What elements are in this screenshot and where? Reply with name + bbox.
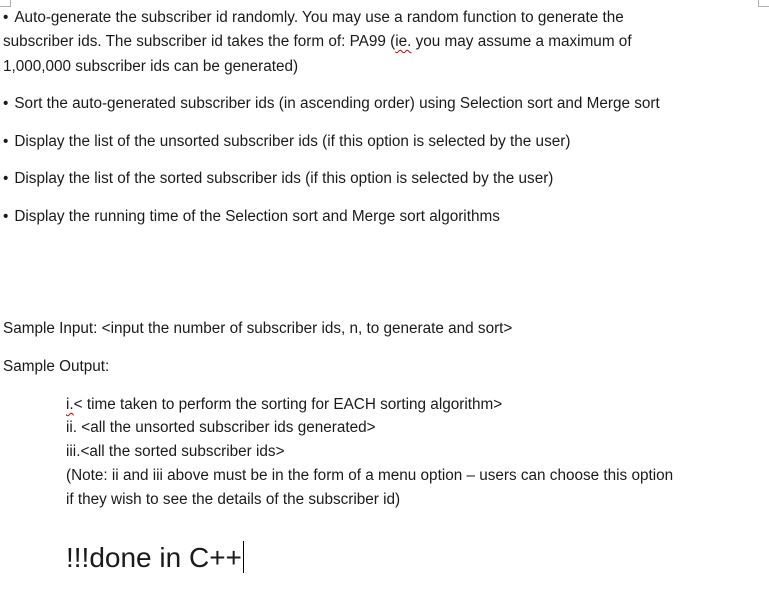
bullet-1-text-3: 1,000,000 subscriber ids can be generated) xyxy=(3,58,299,75)
bullet-glyph: • xyxy=(3,170,9,187)
bullet-glyph: • xyxy=(3,133,9,150)
output-item-i-text: < time taken to perform the sorting for EACH sorting algorithm> xyxy=(73,396,503,413)
bullet-3 xyxy=(3,130,570,154)
bullet-1-text-2b: you may assume a maximum of xyxy=(411,33,632,50)
bullet-3-text: Display the list of the unsorted subscriber ids (if this option is selected by the user) xyxy=(14,133,571,150)
bullet-2-text: Sort the auto-generated subscriber ids (in ascending order) using Selection sort and Merge sort xyxy=(14,95,660,112)
output-note-line-2: if they wish to see the details of the subscriber id) xyxy=(66,491,401,508)
bullet-1-text-2a: subscriber ids. The subscriber id takes the form of: PA99 ( xyxy=(3,33,396,50)
sample-output-heading: Sample Output: xyxy=(3,358,110,375)
bullet-1-line-1 xyxy=(3,6,624,30)
spellcheck-flagged-word[interactable]: ie. xyxy=(395,33,412,50)
bullet-4-text: Display the list of the sorted subscriber ids (if this option is selected by the user) xyxy=(14,170,554,187)
bullet-glyph: • xyxy=(3,95,9,112)
spellcheck-flagged-number[interactable]: i. xyxy=(66,396,74,413)
bullet-4 xyxy=(3,167,553,191)
bullet-glyph: • xyxy=(3,208,9,225)
bullet-2 xyxy=(3,92,660,116)
output-item-ii: ii. <all the unsorted subscriber ids generated> xyxy=(66,419,376,436)
bullet-5 xyxy=(3,205,500,229)
text-cursor xyxy=(243,541,244,573)
output-item-i xyxy=(66,393,502,417)
closing-text-line[interactable] xyxy=(66,538,244,578)
output-note-line-1: (Note: ii and iii above must be in the form of a menu option – users can choose this option xyxy=(66,467,674,484)
bullet-1-text-1: Auto-generate the subscriber id randomly. You may use a random function to generate the xyxy=(14,9,624,26)
page-corner-mark-right xyxy=(758,0,769,7)
bullet-glyph: • xyxy=(3,9,9,26)
sample-input: Sample Input: <input the number of subscriber ids, n, to generate and sort> xyxy=(3,320,513,337)
closing-text: !!!done in C++ xyxy=(66,542,242,573)
bullet-1-line-3 xyxy=(3,55,298,79)
output-item-iii: iii.<all the sorted subscriber ids> xyxy=(66,443,285,460)
bullet-5-text: Display the running time of the Selection sort and Merge sort algorithms xyxy=(14,208,500,225)
bullet-1-line-2 xyxy=(3,30,632,54)
